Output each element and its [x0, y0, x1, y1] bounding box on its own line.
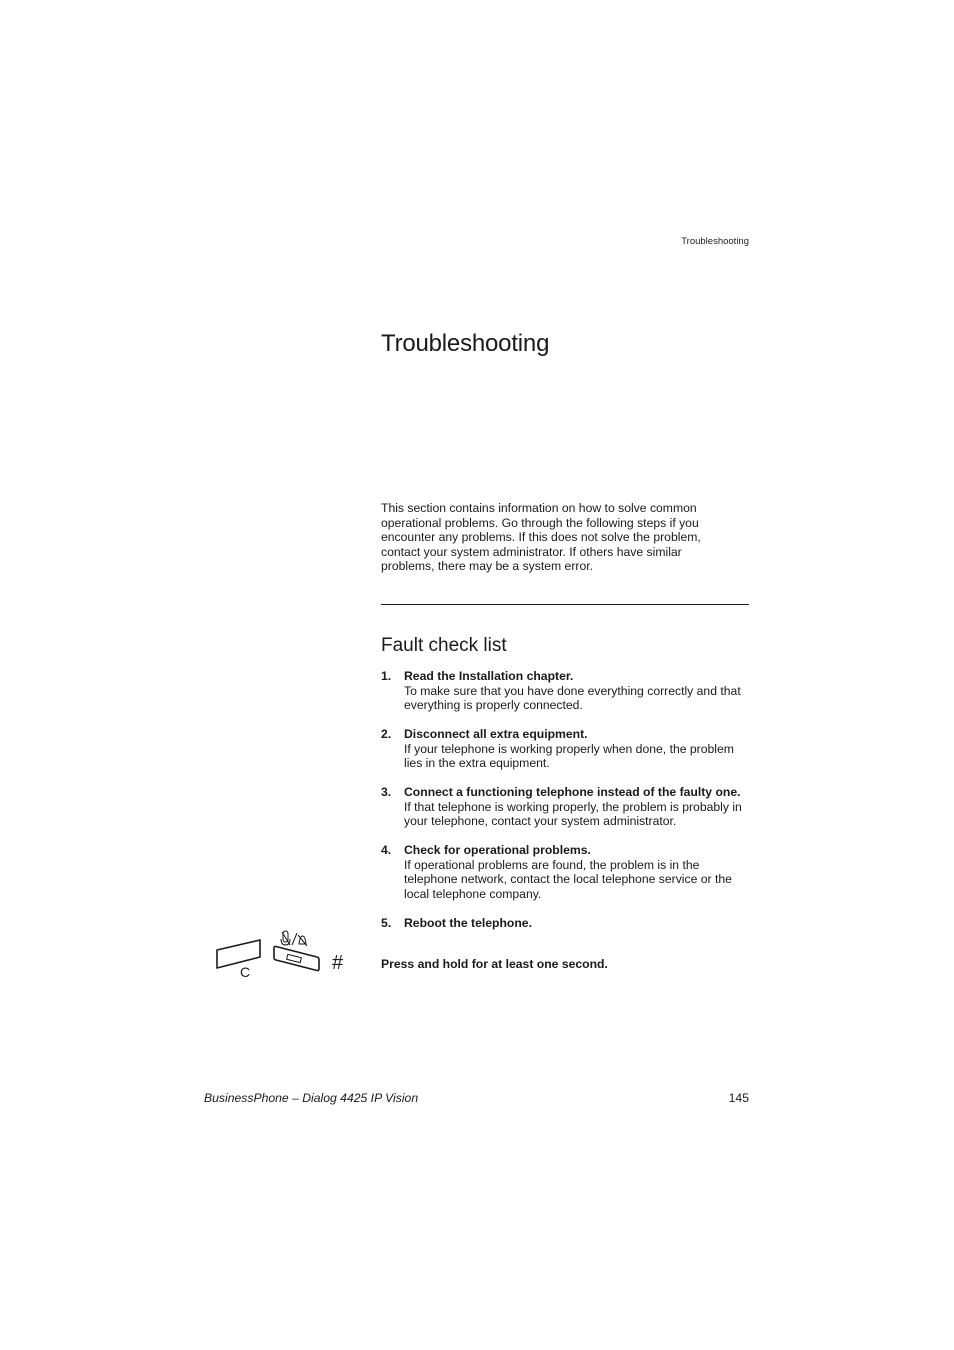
section-heading: Fault check list: [381, 635, 507, 656]
step-number: 3.: [381, 785, 392, 799]
list-item: [381, 785, 749, 829]
step-description: If your telephone is working properly when done, the problem lies in the extra equipment.: [404, 741, 734, 770]
hash-key-icon: #: [332, 952, 344, 974]
step-description: If operational problems are found, the problem is in the telephone network, contact the local telephone service or the local telephone company.: [404, 857, 732, 901]
intro-paragraph: This section contains information on how to solve common operational problems. Go through the following steps if you encounter any problems. If this does not solve the problem, contact your system administrator. If others have similar problems, there may be a system error.: [381, 501, 701, 574]
list-item: [381, 916, 749, 931]
section-divider: [381, 604, 749, 605]
clear-key-icon: [217, 940, 260, 980]
step-title: Check for operational problems.: [404, 843, 591, 857]
step-title: Reboot the telephone.: [404, 915, 532, 930]
list-item: [381, 843, 749, 901]
step-number: 1.: [381, 669, 392, 683]
list-item: [381, 727, 749, 771]
step-number: 2.: [381, 727, 392, 741]
step-description: If that telephone is working properly, the problem is probably in your telephone, contact your system administrator.: [404, 799, 742, 828]
step-number: 4.: [381, 843, 392, 857]
list-item: [381, 669, 749, 713]
step-description: To make sure that you have done everything correctly and that everything is properly connected.: [404, 683, 741, 712]
key-illustration: [210, 926, 355, 982]
page-number: 145: [728, 1091, 749, 1105]
fault-check-list: [381, 669, 749, 945]
clear-key-label: C: [240, 964, 251, 980]
footer-product-name: BusinessPhone – Dialog 4425 IP Vision: [204, 1091, 419, 1105]
step-title: Read the Installation chapter.: [404, 669, 574, 683]
page-title: Troubleshooting: [381, 330, 550, 357]
step-title: Disconnect all extra equipment.: [404, 727, 588, 741]
step-number: 5.: [381, 915, 392, 930]
running-head: Troubleshooting: [681, 236, 749, 247]
step-title: Connect a functioning telephone instead of the faulty one.: [404, 785, 741, 799]
mute-key-icon: [274, 931, 319, 971]
instruction-text: Press and hold for at least one second.: [381, 957, 608, 971]
